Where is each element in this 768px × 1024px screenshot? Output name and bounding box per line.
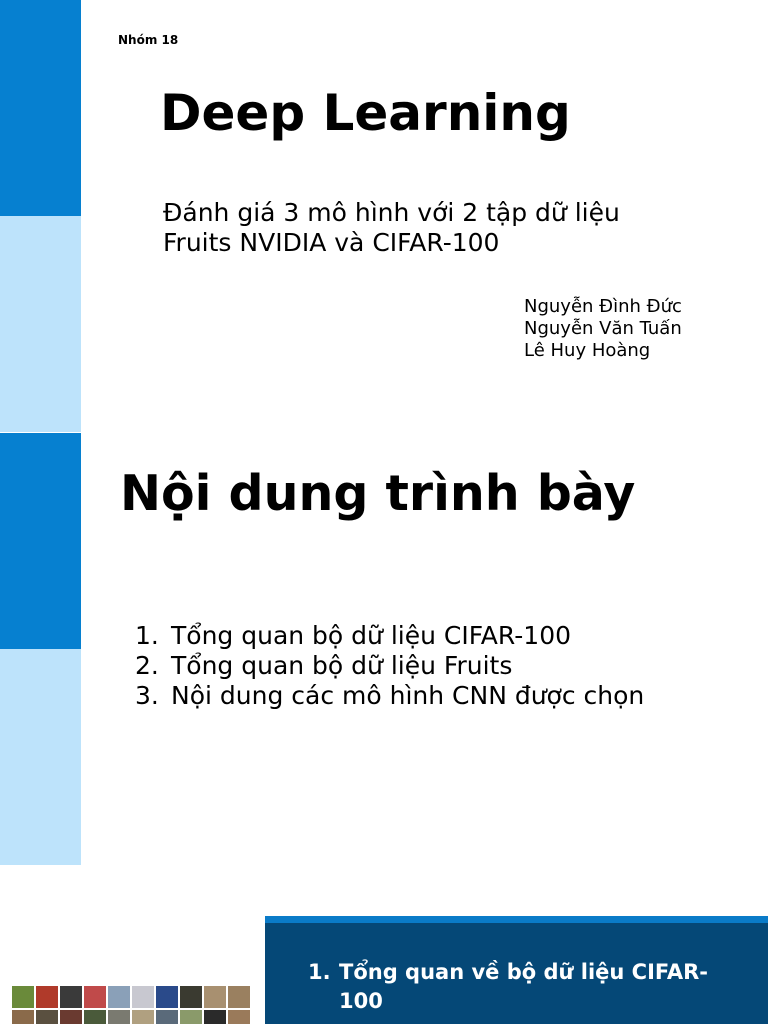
- author-name: Nguyễn Văn Tuấn: [524, 318, 682, 339]
- sample-image: [156, 1010, 178, 1024]
- agenda-list: [135, 621, 655, 711]
- slide-title: [0, 0, 768, 432]
- sample-image: [12, 986, 34, 1008]
- slide-subtitle: Đánh giá 3 mô hình với 2 tập dữ liệu Fruits NVIDIA và CIFAR-100: [163, 198, 620, 257]
- author-name: Lê Huy Hoàng: [524, 340, 651, 361]
- agenda-item-text: Tổng quan bộ dữ liệu CIFAR-100: [171, 621, 571, 650]
- agenda-item-number: 2.: [135, 651, 159, 680]
- slide-agenda: [0, 433, 768, 865]
- sample-image: [228, 1010, 250, 1024]
- author-name: Nguyễn Đình Đức: [524, 296, 682, 317]
- author-list: [524, 296, 682, 362]
- agenda-item-text: Nội dung các mô hình CNN được chọn: [171, 681, 645, 710]
- sample-image: [204, 986, 226, 1008]
- accent-band-light: [0, 216, 81, 432]
- sample-image: [36, 986, 58, 1008]
- sample-image: [60, 986, 82, 1008]
- sample-image: [156, 986, 178, 1008]
- accent-band-dark: [0, 0, 81, 216]
- agenda-item-number: 3.: [135, 681, 159, 710]
- section-heading-text: Tổng quan về bộ dữ liệu CIFAR-100: [339, 960, 708, 1013]
- sample-image: [108, 1010, 130, 1024]
- sample-image: [108, 986, 130, 1008]
- cifar-sample-image-grid: [12, 986, 255, 1024]
- agenda-item: [135, 681, 655, 711]
- agenda-item-number: 1.: [135, 621, 159, 650]
- sample-image: [84, 1010, 106, 1024]
- sample-image: [132, 986, 154, 1008]
- sample-image: [84, 986, 106, 1008]
- slide-title-heading: Deep Learning: [160, 84, 571, 142]
- agenda-item: [135, 621, 655, 651]
- sample-image: [180, 986, 202, 1008]
- sample-image: [204, 1010, 226, 1024]
- sample-image: [180, 1010, 202, 1024]
- section-heading-number: 1.: [308, 960, 331, 984]
- section-header-bar: [265, 916, 768, 923]
- sample-image: [132, 1010, 154, 1024]
- sample-image: [60, 1010, 82, 1024]
- agenda-item-text: Tổng quan bộ dữ liệu Fruits: [171, 651, 513, 680]
- accent-band-light: [0, 649, 81, 865]
- agenda-title: Nội dung trình bày: [120, 465, 636, 522]
- slide-section-cifar: [0, 866, 768, 1024]
- sample-image: [228, 986, 250, 1008]
- section-heading: [308, 958, 708, 1016]
- accent-band-dark: [0, 433, 81, 649]
- group-label: Nhóm 18: [118, 33, 179, 47]
- sample-image: [12, 1010, 34, 1024]
- agenda-item: [135, 651, 655, 681]
- sample-image: [36, 1010, 58, 1024]
